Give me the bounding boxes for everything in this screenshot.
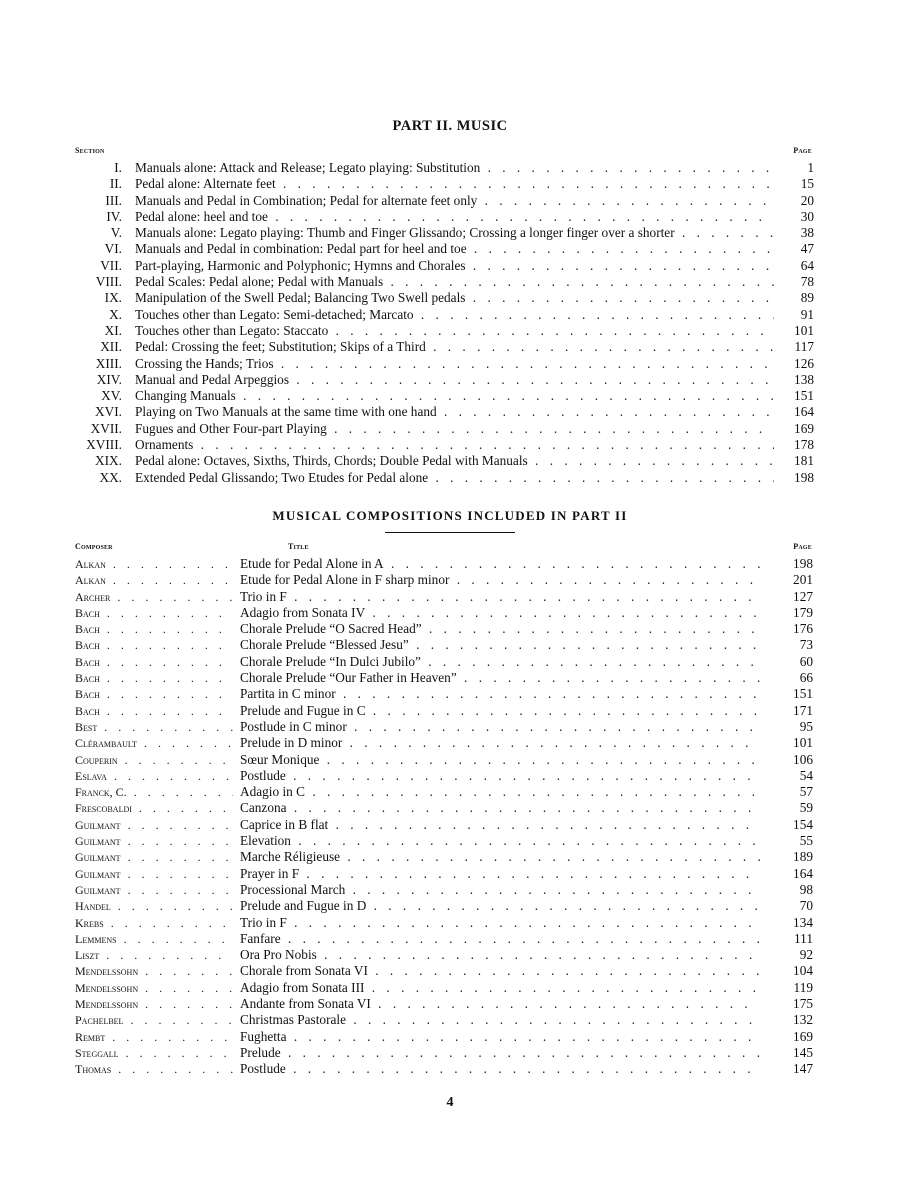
composition-page: 171 <box>793 702 813 718</box>
section-title: Pedal alone: Octaves, Sixths, Thirds, Chords; Double Pedal with Manuals . . . <box>135 453 775 469</box>
section-page: 91 <box>774 307 814 323</box>
composition-title: Chorale Prelude “Blessed Jesu” . . . <box>240 637 760 653</box>
composition-title: Prelude and Fugue in C . . . <box>240 703 760 719</box>
section-number: IV. <box>106 208 122 224</box>
composition-page: 164 <box>793 865 813 881</box>
composition-title: Adagio from Sonata III . . . <box>240 980 760 996</box>
composition-row <box>75 931 815 947</box>
title-column-header: Title <box>288 542 309 551</box>
composition-page: 111 <box>794 930 813 946</box>
section-page: 151 <box>774 388 814 404</box>
composition-row <box>75 882 815 898</box>
composition-row <box>75 621 815 637</box>
composer-name: Guilmant . . . <box>75 866 233 882</box>
composer-name: Rembt . . . <box>75 1029 233 1045</box>
section-title: Manuals alone: Legato playing: Thumb and Finger Glissando; Crossing a longer finger over a shorter . . . <box>135 225 775 241</box>
section-number: XV. <box>101 388 122 404</box>
composition-title: Fanfare . . . <box>240 931 760 947</box>
composer-name: Couperin . . . <box>75 752 233 768</box>
section-page: 15 <box>774 176 814 192</box>
composition-page: 176 <box>793 621 813 637</box>
section-page: 126 <box>774 356 814 372</box>
composition-row <box>75 719 815 735</box>
toc-row <box>60 225 820 241</box>
section-title: Manual and Pedal Arpeggios . . . <box>135 372 775 388</box>
toc-row <box>60 453 820 469</box>
toc-row <box>60 307 820 323</box>
composition-page: 60 <box>799 653 813 669</box>
composition-title: Chorale Prelude “O Sacred Head” . . . <box>240 621 760 637</box>
section-number: IX. <box>104 290 122 306</box>
composition-row <box>75 654 815 670</box>
composition-row <box>75 735 815 751</box>
compositions-list <box>75 556 815 1078</box>
composition-row <box>75 963 815 979</box>
composition-row <box>75 637 815 653</box>
composition-title: Adagio in C . . . <box>240 784 760 800</box>
section-column-header: Section <box>75 146 105 155</box>
toc-row <box>60 274 820 290</box>
composition-title: Fughetta . . . <box>240 1029 760 1045</box>
composition-title: Postlude . . . <box>240 768 760 784</box>
toc-row <box>60 339 820 355</box>
composition-title: Andante from Sonata VI . . . <box>240 996 760 1012</box>
toc-row <box>60 176 820 192</box>
composition-title: Caprice in B flat . . . <box>240 817 760 833</box>
toc-row <box>60 209 820 225</box>
composition-page: 151 <box>793 686 813 702</box>
section-page: 117 <box>774 339 814 355</box>
composer-name: Pachelbel . . . <box>75 1012 233 1028</box>
composition-row <box>75 605 815 621</box>
section-number: XI. <box>104 322 122 338</box>
composition-page: 179 <box>793 604 813 620</box>
composer-name: Thomas . . . <box>75 1061 233 1077</box>
composer-name: Steggall . . . <box>75 1045 233 1061</box>
composition-title: Prelude and Fugue in D . . . <box>240 898 760 914</box>
composition-page: 57 <box>799 784 813 800</box>
toc-row <box>60 241 820 257</box>
composition-title: Etude for Pedal Alone in F sharp minor . . . <box>240 572 760 588</box>
composition-title: Prelude . . . <box>240 1045 760 1061</box>
composer-name: Bach . . . <box>75 654 233 670</box>
composer-name: Guilmant . . . <box>75 882 233 898</box>
composer-column-header: Composer <box>75 542 113 551</box>
section-title: Part-playing, Harmonic and Polyphonic; Hymns and Chorales . . . <box>135 258 775 274</box>
composition-page: 132 <box>793 1012 813 1028</box>
composition-row <box>75 980 815 996</box>
composition-page: 59 <box>799 800 813 816</box>
composer-name: Lemmens . . . <box>75 931 233 947</box>
section-title: Fugues and Other Four-part Playing . . . <box>135 421 775 437</box>
section-page: 20 <box>774 193 814 209</box>
composer-name: Mendelssohn . . . <box>75 980 233 996</box>
composition-page: 104 <box>793 963 813 979</box>
section-title: Playing on Two Manuals at the same time with one hand . . . <box>135 404 775 420</box>
composition-row <box>75 768 815 784</box>
section-title: Extended Pedal Glissando; Two Etudes for Pedal alone . . . <box>135 470 775 486</box>
composition-row <box>75 556 815 572</box>
section-page: 101 <box>774 323 814 339</box>
section-number: VI. <box>104 241 122 257</box>
composition-row <box>75 1012 815 1028</box>
composer-name: Clérambault . . . <box>75 735 233 751</box>
section-number: III. <box>105 192 122 208</box>
section-page: 64 <box>774 258 814 274</box>
composition-page: 189 <box>793 849 813 865</box>
composer-name: Bach . . . <box>75 686 233 702</box>
composer-name: Alkan . . . <box>75 556 233 572</box>
composer-name: Guilmant . . . <box>75 849 233 865</box>
table-of-contents <box>60 160 820 486</box>
section-number: XVII. <box>90 420 122 436</box>
composition-title: Adagio from Sonata IV . . . <box>240 605 760 621</box>
composition-row <box>75 898 815 914</box>
section-page: 169 <box>774 421 814 437</box>
composition-page: 55 <box>799 833 813 849</box>
composition-row <box>75 947 815 963</box>
composition-row <box>75 752 815 768</box>
composition-row <box>75 800 815 816</box>
section-number: XIII. <box>95 355 122 371</box>
composition-title: Processional March . . . <box>240 882 760 898</box>
section-page: 138 <box>774 372 814 388</box>
section-title: Manuals and Pedal in Combination; Pedal for alternate feet only . . . <box>135 193 775 209</box>
composition-title: Trio in F . . . <box>240 915 760 931</box>
section-page: 78 <box>774 274 814 290</box>
toc-row <box>60 404 820 420</box>
composition-row <box>75 670 815 686</box>
composition-row <box>75 589 815 605</box>
composer-name: Mendelssohn . . . <box>75 963 233 979</box>
composition-row <box>75 915 815 931</box>
composition-row <box>75 1029 815 1045</box>
composer-name: Guilmant . . . <box>75 833 233 849</box>
toc-row <box>60 258 820 274</box>
section-page: 89 <box>774 290 814 306</box>
section-page: 38 <box>774 225 814 241</box>
composition-title: Postlude . . . <box>240 1061 760 1077</box>
toc-row <box>60 323 820 339</box>
composition-page: 198 <box>793 556 813 571</box>
section-title: Crossing the Hands; Trios . . . <box>135 356 775 372</box>
section-number: XX. <box>99 469 122 485</box>
composition-page: 169 <box>793 1028 813 1044</box>
section-title: Manipulation of the Swell Pedal; Balancing Two Swell pedals . . . <box>135 290 775 306</box>
section-title: Pedal alone: heel and toe . . . <box>135 209 775 225</box>
page-number: 4 <box>446 1095 454 1110</box>
composition-title: Postlude in C minor . . . <box>240 719 760 735</box>
comp-page-column-header: Page <box>793 542 812 551</box>
section-number: X. <box>109 306 122 322</box>
composition-title: Partita in C minor . . . <box>240 686 760 702</box>
composer-name: Bach . . . <box>75 605 233 621</box>
composer-name: Alkan . . . <box>75 572 233 588</box>
composition-title: Sœur Monique . . . <box>240 752 760 768</box>
composition-row <box>75 1045 815 1061</box>
composition-page: 147 <box>793 1061 813 1077</box>
composer-name: Guilmant . . . <box>75 817 233 833</box>
composer-name: Franck, C. . . . <box>75 784 233 800</box>
title-rule <box>385 532 515 533</box>
composition-row <box>75 866 815 882</box>
composition-row <box>75 572 815 588</box>
section-title: Pedal Scales: Pedal alone; Pedal with Manuals . . . <box>135 274 775 290</box>
toc-row <box>60 160 820 176</box>
composition-title: Prayer in F . . . <box>240 866 760 882</box>
section-title: Pedal: Crossing the feet; Substitution; Skips of a Third . . . <box>135 339 775 355</box>
composition-page: 106 <box>793 751 813 767</box>
composition-page: 95 <box>799 718 813 734</box>
section-title: Ornaments . . . <box>135 437 775 453</box>
toc-page-column-header: Page <box>793 146 812 155</box>
part-title: PART II. MUSIC <box>392 118 508 134</box>
section-number: I. <box>114 160 122 175</box>
composer-name: Mendelssohn . . . <box>75 996 233 1012</box>
composition-page: 201 <box>793 572 813 588</box>
composition-page: 154 <box>793 816 813 832</box>
composition-row <box>75 833 815 849</box>
composition-page: 66 <box>799 670 813 686</box>
composition-page: 73 <box>799 637 813 653</box>
composition-title: Chorale from Sonata VI . . . <box>240 963 760 979</box>
toc-row <box>60 356 820 372</box>
section-title: Manuals and Pedal in combination: Pedal part for heel and toe . . . <box>135 241 775 257</box>
composition-page: 101 <box>793 735 813 751</box>
composition-title: Chorale Prelude “Our Father in Heaven” . . . <box>240 670 760 686</box>
toc-row <box>60 470 820 486</box>
section-number: XVIII. <box>86 437 122 453</box>
composition-row <box>75 1061 815 1077</box>
section-number: VIII. <box>95 274 122 290</box>
section-number: XIV. <box>96 371 122 387</box>
composer-name: Bach . . . <box>75 670 233 686</box>
toc-row <box>60 388 820 404</box>
composition-title: Etude for Pedal Alone in A . . . <box>240 556 760 572</box>
section-number: V. <box>110 225 122 241</box>
composition-page: 54 <box>799 767 813 783</box>
section-page: 178 <box>774 437 814 453</box>
composition-page: 119 <box>793 979 813 995</box>
composition-title: Prelude in D minor . . . <box>240 735 760 751</box>
composition-row <box>75 703 815 719</box>
composer-name: Frescobaldi . . . <box>75 800 233 816</box>
composition-page: 98 <box>799 881 813 897</box>
composer-name: Bach . . . <box>75 637 233 653</box>
composition-row <box>75 996 815 1012</box>
composition-page: 92 <box>799 947 813 963</box>
section-page: 47 <box>774 241 814 257</box>
section-title: Touches other than Legato: Staccato . . . <box>135 323 775 339</box>
composition-title: Marche Réligieuse . . . <box>240 849 760 865</box>
section-page: 164 <box>774 404 814 420</box>
composer-name: Best . . . <box>75 719 233 735</box>
section-page: 1 <box>774 160 814 176</box>
composition-row <box>75 849 815 865</box>
section-number: XIX. <box>95 453 122 469</box>
composition-title: Chorale Prelude “In Dulci Jubilo” . . . <box>240 654 760 670</box>
toc-row <box>60 372 820 388</box>
compositions-title: MUSICAL COMPOSITIONS INCLUDED IN PART II <box>272 508 628 523</box>
composer-name: Krebs . . . <box>75 915 233 931</box>
toc-row <box>60 290 820 306</box>
section-number: XII. <box>100 339 122 355</box>
composition-title: Elevation . . . <box>240 833 760 849</box>
composer-name: Liszt . . . <box>75 947 233 963</box>
section-page: 181 <box>774 453 814 469</box>
toc-row <box>60 437 820 453</box>
composer-name: Bach . . . <box>75 703 233 719</box>
composer-name: Eslava . . . <box>75 768 233 784</box>
composer-name: Bach . . . <box>75 621 233 637</box>
section-number: II. <box>109 176 122 192</box>
composition-title: Canzona . . . <box>240 800 760 816</box>
composition-row <box>75 817 815 833</box>
composition-page: 70 <box>799 898 813 914</box>
composition-page: 127 <box>793 588 813 604</box>
composition-row <box>75 686 815 702</box>
composition-page: 175 <box>793 996 813 1012</box>
composition-row <box>75 784 815 800</box>
toc-row <box>60 421 820 437</box>
section-page: 30 <box>774 209 814 225</box>
composition-title: Christmas Pastorale . . . <box>240 1012 760 1028</box>
section-title: Pedal alone: Alternate feet . . . <box>135 176 775 192</box>
section-page: 198 <box>774 470 814 486</box>
section-number: XVI. <box>95 404 122 420</box>
section-number: VII. <box>100 257 122 273</box>
section-title: Touches other than Legato: Semi-detached; Marcato . . . <box>135 307 775 323</box>
section-title: Changing Manuals . . . <box>135 388 775 404</box>
composition-title: Trio in F . . . <box>240 589 760 605</box>
toc-row <box>60 193 820 209</box>
composition-title: Ora Pro Nobis . . . <box>240 947 760 963</box>
composition-page: 134 <box>793 914 813 930</box>
section-title: Manuals alone: Attack and Release; Legato playing: Substitution . . . <box>135 160 775 176</box>
composition-page: 145 <box>793 1044 813 1060</box>
composer-name: Archer . . . <box>75 589 233 605</box>
composer-name: Handel . . . <box>75 898 233 914</box>
